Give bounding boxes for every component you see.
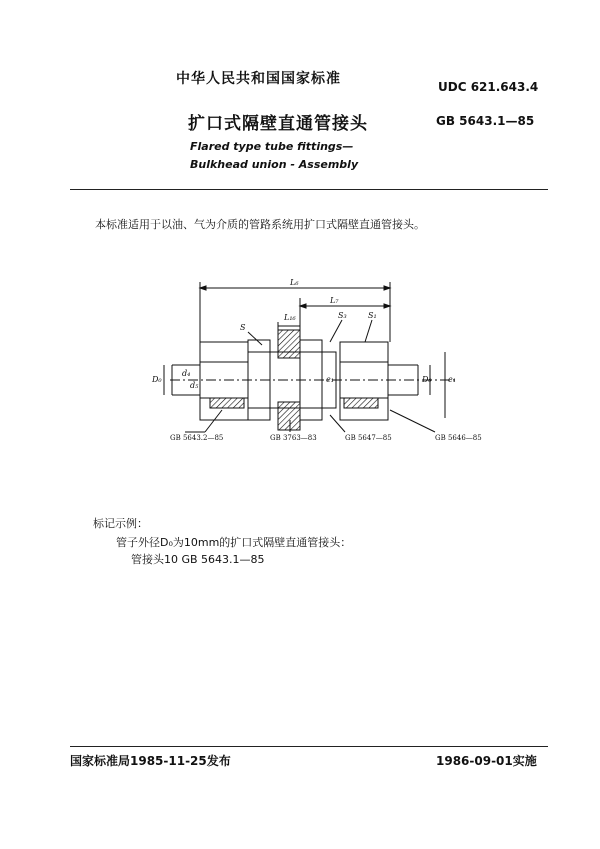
callout-gb-5646: GB 5646—85 — [435, 434, 482, 442]
callout-gb-3763: GB 3763—83 — [270, 434, 317, 442]
english-title-line2: Bulkhead union - Assembly — [190, 158, 359, 171]
callout-gb-5643-2: GB 5643.2—85 — [170, 434, 224, 442]
label-l16: L₁₆ — [284, 313, 296, 322]
gb-number: GB 5643.1—85 — [436, 114, 535, 128]
label-d0-right: D₀ — [422, 375, 432, 384]
callout-gb-5647: GB 5647—85 — [345, 434, 392, 442]
udc-code: UDC 621.643.4 — [438, 80, 539, 94]
standard-body-title: 中华人民共和国国家标准 — [176, 71, 341, 87]
issue-date: 国家标准局1985-11-25发布 — [70, 754, 231, 768]
label-s1: S₁ — [368, 311, 377, 320]
english-title-line1: Flared type tube fittings— — [190, 140, 354, 153]
label-s3: S₃ — [338, 311, 347, 320]
label-l7: L₇ — [330, 296, 339, 305]
label-d4: d₄ — [182, 369, 191, 378]
assembly-drawing — [150, 270, 482, 455]
label-d5: d₅ — [190, 381, 199, 390]
scope-paragraph: 本标准适用于以油、气为介质的管路系统用扩口式隔壁直通管接头。 — [95, 218, 425, 231]
effective-date: 1986-09-01实施 — [436, 754, 537, 768]
label-e1-right: e₁ — [448, 375, 456, 384]
label-e1: e₁ — [326, 375, 334, 384]
marking-example-title: 标记示例： — [93, 517, 148, 530]
label-d0-left: D₀ — [152, 375, 162, 384]
marking-example-line2: 管接头10 GB 5643.1—85 — [131, 553, 265, 566]
document-title: 扩口式隔壁直通管接头 — [188, 114, 368, 134]
footer-rule — [70, 746, 548, 747]
marking-example-line1: 管子外径D₀为10mm的扩口式隔壁直通管接头： — [116, 536, 352, 549]
label-l6: L₆ — [290, 278, 299, 287]
header-rule — [70, 189, 548, 190]
label-s: S — [240, 323, 246, 332]
